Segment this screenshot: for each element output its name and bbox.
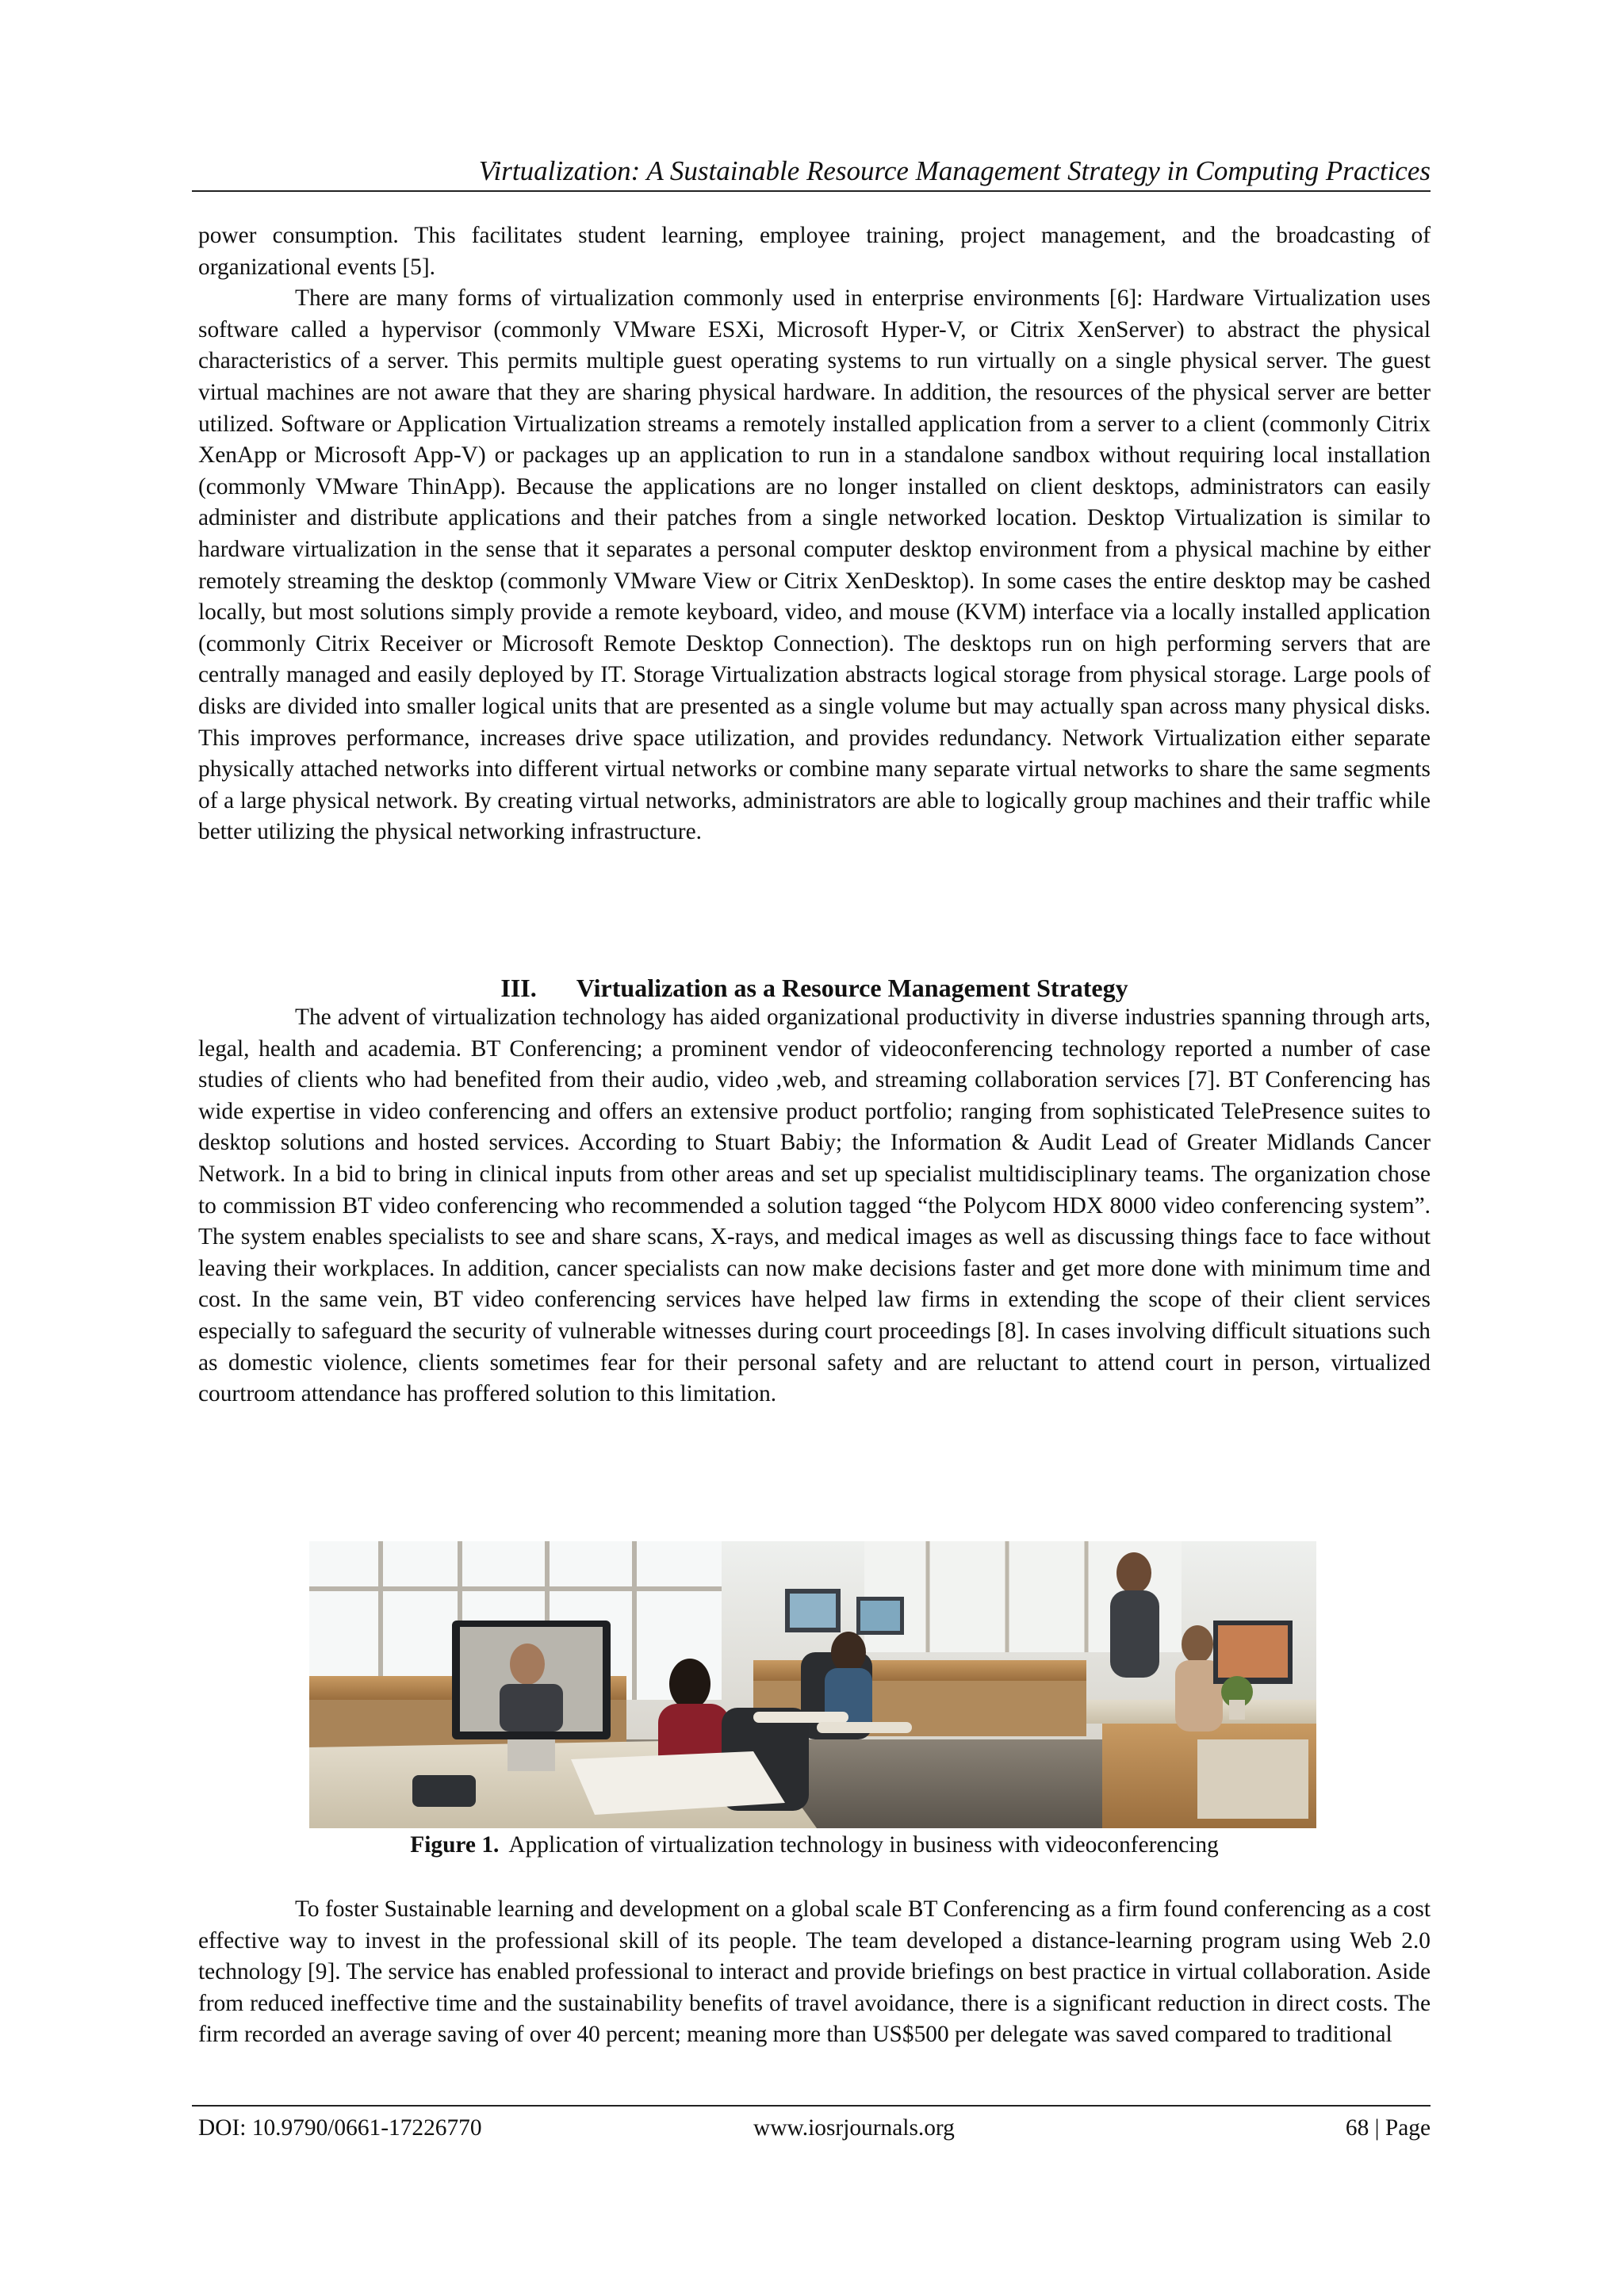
paragraph-3: The advent of virtualization technology has aided organizational productivity in diverse industries spanning through arts, legal, health and academia. BT Conferencing; a prominent vendor of videoconferencing technology reported a number of case studies of clients who had benefited from their audio, video ,web, and streaming collaboration services [7]. BT Conferencing has wide expertise in video conferencing and offers an extensive product portfolio; ranging from sophisticated TelePresence suites to desktop solutions and hosted services. According to Stuart Babiy; the Information & Audit Lead of Greater Midlands Cancer Network. In a bid to bring in clinical inputs from other areas and set up specialist multidisciplinary teams. The organization chose to commission BT video conferencing who recommended a solution tagged “the Polycom HDX 8000 video conferencing system”. The system enables specialists to see and share scans, X-rays, and medical images as well as discussing things face to face without leaving their workplaces. In addition, cancer specialists can now make decisions faster and get more done with minimum time and cost. In the same vein, BT video conferencing services have helped law firms in extending the scope of their client services especially to safeguard the security of vulnerable witnesses during court proceedings [8]. In cases involving difficult situations such as domestic violence, clients sometimes fear for their personal safety and are reluctant to attend court in person, virtualized courtroom attendance has proffered solution to this limitation. bbox=[198, 1004, 1431, 1407]
running-header: Virtualization: A Sustainable Resource Management Strategy in Computing Practices bbox=[478, 155, 1431, 186]
footer-rule bbox=[192, 2105, 1431, 2107]
figure-caption-text: Application of virtualization technology in business with videoconferencing bbox=[508, 1832, 1219, 1858]
header-rule bbox=[192, 190, 1431, 192]
paragraph-2: There are many forms of virtualization commonly used in enterprise environments [6]: Hardware Virtualization uses software called a hypervisor (commonly VMware ESXi, Microsoft Hyper-V, or Citrix XenServer) to abstract the physical characteristics of a server. This permits multiple guest operating systems to run virtually on a single physical server. The guest virtual machines are not aware that they are sharing physical hardware. In addition, the resources of the physical server are better utilized. Software or Application Virtualization streams a remotely installed application from a server to a client (commonly Citrix XenApp or Microsoft App-V) or packages up an application to run in a standalone sandbox without requiring local installation (commonly VMware ThinApp). Because the applications are no longer installed on client desktops, administrators can easily administer and distribute applications and their patches from a single networked location. Desktop Virtualization is similar to hardware virtualization in the sense that it separates a personal computer desktop environment from a physical machine by either remotely streaming the desktop (commonly VMware View or Citrix XenDesktop). In some cases the entire desktop may be cashed locally, but most solutions simply provide a remote keyboard, video, and mouse (KVM) interface via a locally installed application (commonly Citrix Receiver or Microsoft Remote Desktop Connection). The desktops run on high performing servers that are centrally managed and easily deployed by IT. Storage Virtualization abstracts logical storage from physical storage. Large pools of disks are divided into smaller logical units that are presented as a single volume but may actually span across many physical disks. This improves performance, increases drive space utilization, and provides redundancy. Network Virtualization either separate physically attached networks into different virtual networks or combine many separate virtual networks to share the same segments of a large physical network. By creating virtual networks, administrators are able to logically group machines and their traffic while better utilizing the physical networking infrastructure. bbox=[198, 285, 1431, 845]
section-heading bbox=[198, 972, 1431, 1004]
paragraph-1: power consumption. This facilitates student learning, employee training, project management, and the broadcasting of organizational events [5]. bbox=[198, 223, 1431, 280]
page-footer bbox=[198, 2112, 1431, 2144]
figure-label: Figure 1. bbox=[410, 1832, 500, 1858]
figure-caption bbox=[198, 1829, 1431, 1861]
section-number: III. bbox=[500, 974, 537, 1002]
document-page bbox=[198, 0, 1431, 2296]
footer-website: www.iosrjournals.org bbox=[753, 2115, 955, 2141]
footer-page-number: 68 | Page bbox=[1345, 2115, 1431, 2141]
office-videoconference-photo bbox=[309, 1541, 1316, 1828]
body-block-top bbox=[198, 220, 1431, 848]
section-title: Virtualization as a Resource Management Strategy bbox=[576, 974, 1128, 1002]
footer-doi: DOI: 10.9790/0661-17226770 bbox=[198, 2115, 482, 2141]
body-block-bottom bbox=[198, 1894, 1431, 2051]
body-block-middle bbox=[198, 1002, 1431, 1410]
paragraph-4: To foster Sustainable learning and development on a global scale BT Conferencing as a firm found conferencing as a cost effective way to invest in the professional skill of its people. The team developed a distance-learning program using Web 2.0 technology [9]. The service has enabled professional to interact and provide briefings on best practice in virtual collaboration. Aside from reduced ineffective time and the sustainability benefits of travel avoidance, there is a significant reduction in direct costs. The firm recorded an average saving of over 40 percent; meaning more than US$500 per delegate was saved compared to traditional bbox=[198, 1896, 1431, 2048]
